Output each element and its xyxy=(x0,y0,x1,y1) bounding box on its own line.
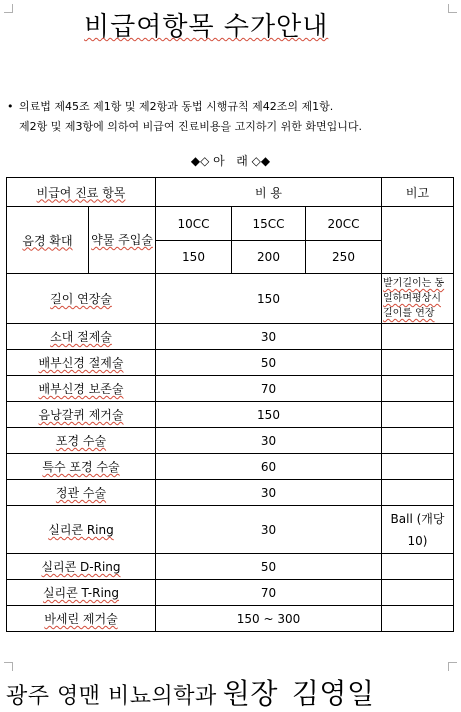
note-cell xyxy=(382,350,454,376)
cost-cell: 150 xyxy=(156,274,382,324)
note-cell: 발기길이는 동일하며평상시 길이를 연장 xyxy=(382,274,454,324)
director-title: 원장 xyxy=(222,677,278,710)
note-cell xyxy=(382,402,454,428)
cost-cell: 150 xyxy=(156,402,382,428)
intro-notice: • 의료법 제45조 제1항 및 제2항과 동법 시행규칙 제42조의 제1항. 제2항 및 제3항에 의하여 비급여 진료비용을 고지하기 위한 화면입니다. xyxy=(7,100,362,133)
price-cell: 250 xyxy=(306,241,382,274)
table-row xyxy=(7,350,454,376)
table-row xyxy=(7,606,454,632)
footer-signature xyxy=(6,672,375,712)
item-cell: 실리콘 T-Ring xyxy=(7,580,156,606)
price-cell: 200 xyxy=(232,241,306,274)
page-corner-mark xyxy=(4,4,13,13)
cost-cell: 50 xyxy=(156,350,382,376)
item-cell: 길이 연장술 xyxy=(7,274,156,324)
cost-cell: 60 xyxy=(156,454,382,480)
cost-cell: 70 xyxy=(156,580,382,606)
table-row xyxy=(7,580,454,606)
item-cell: 실리콘 D-Ring xyxy=(7,554,156,580)
item-cell: 배부신경 보존술 xyxy=(7,376,156,402)
note-cell xyxy=(382,324,454,350)
director-name: 김영일 xyxy=(291,677,375,710)
section-heading: ◆◇ 아 래 ◇◆ xyxy=(190,154,271,168)
table-row xyxy=(7,480,454,506)
item-cell: 포경 수술 xyxy=(7,428,156,454)
table-header-row xyxy=(7,178,454,207)
item-cell: 소대 절제술 xyxy=(7,324,156,350)
table-row xyxy=(7,324,454,350)
item-cell: 정관 수술 xyxy=(7,480,156,506)
page-corner-mark xyxy=(4,662,13,671)
table-row xyxy=(7,428,454,454)
cost-cell: 30 xyxy=(156,480,382,506)
penile-label: 음경 확대 xyxy=(7,207,89,274)
note-cell xyxy=(382,480,454,506)
table-row xyxy=(7,454,454,480)
item-cell: 실리콘 Ring xyxy=(7,506,156,554)
table-row xyxy=(7,274,454,324)
note-cell xyxy=(382,606,454,632)
page-title: 비급여항목 수가안내 xyxy=(84,12,329,42)
clinic-name: 광주 영맨 비뇨의학과 xyxy=(6,684,217,709)
page-corner-mark xyxy=(448,4,457,13)
item-cell: 바세린 제거술 xyxy=(7,606,156,632)
penile-sub-label: 약물 주입술 xyxy=(89,207,156,274)
intro-line-2: 제2항 및 제3항에 의하여 비급여 진료비용을 고지하기 위한 화면입니다. xyxy=(19,120,362,133)
note-cell: Ball (개당 10) xyxy=(382,506,454,554)
table-row xyxy=(7,506,454,554)
note-cell xyxy=(382,554,454,580)
header-item: 비급여 진료 항목 xyxy=(7,178,156,207)
page-corner-mark xyxy=(448,662,457,671)
table-row xyxy=(7,402,454,428)
item-cell: 음낭갈퀴 제거술 xyxy=(7,402,156,428)
item-cell: 특수 포경 수술 xyxy=(7,454,156,480)
cost-cell: 30 xyxy=(156,428,382,454)
fee-table xyxy=(6,177,454,632)
note-cell xyxy=(382,207,454,274)
table-row xyxy=(7,554,454,580)
table-row xyxy=(7,207,454,241)
volume-cell: 20CC xyxy=(306,207,382,241)
volume-cell: 15CC xyxy=(232,207,306,241)
volume-cell: 10CC xyxy=(156,207,232,241)
cost-cell: 70 xyxy=(156,376,382,402)
cost-cell: 50 xyxy=(156,554,382,580)
price-cell: 150 xyxy=(156,241,232,274)
header-cost: 비 용 xyxy=(156,178,382,207)
note-cell xyxy=(382,580,454,606)
cost-cell: 30 xyxy=(156,324,382,350)
note-cell xyxy=(382,454,454,480)
item-cell: 배부신경 절제술 xyxy=(7,350,156,376)
table-row xyxy=(7,376,454,402)
cost-cell: 150 ~ 300 xyxy=(156,606,382,632)
cost-cell: 30 xyxy=(156,506,382,554)
intro-line-1: 의료법 제45조 제1항 및 제2항과 동법 시행규칙 제42조의 제1항. xyxy=(19,100,334,113)
header-note: 비고 xyxy=(382,178,454,207)
note-cell xyxy=(382,376,454,402)
note-cell xyxy=(382,428,454,454)
